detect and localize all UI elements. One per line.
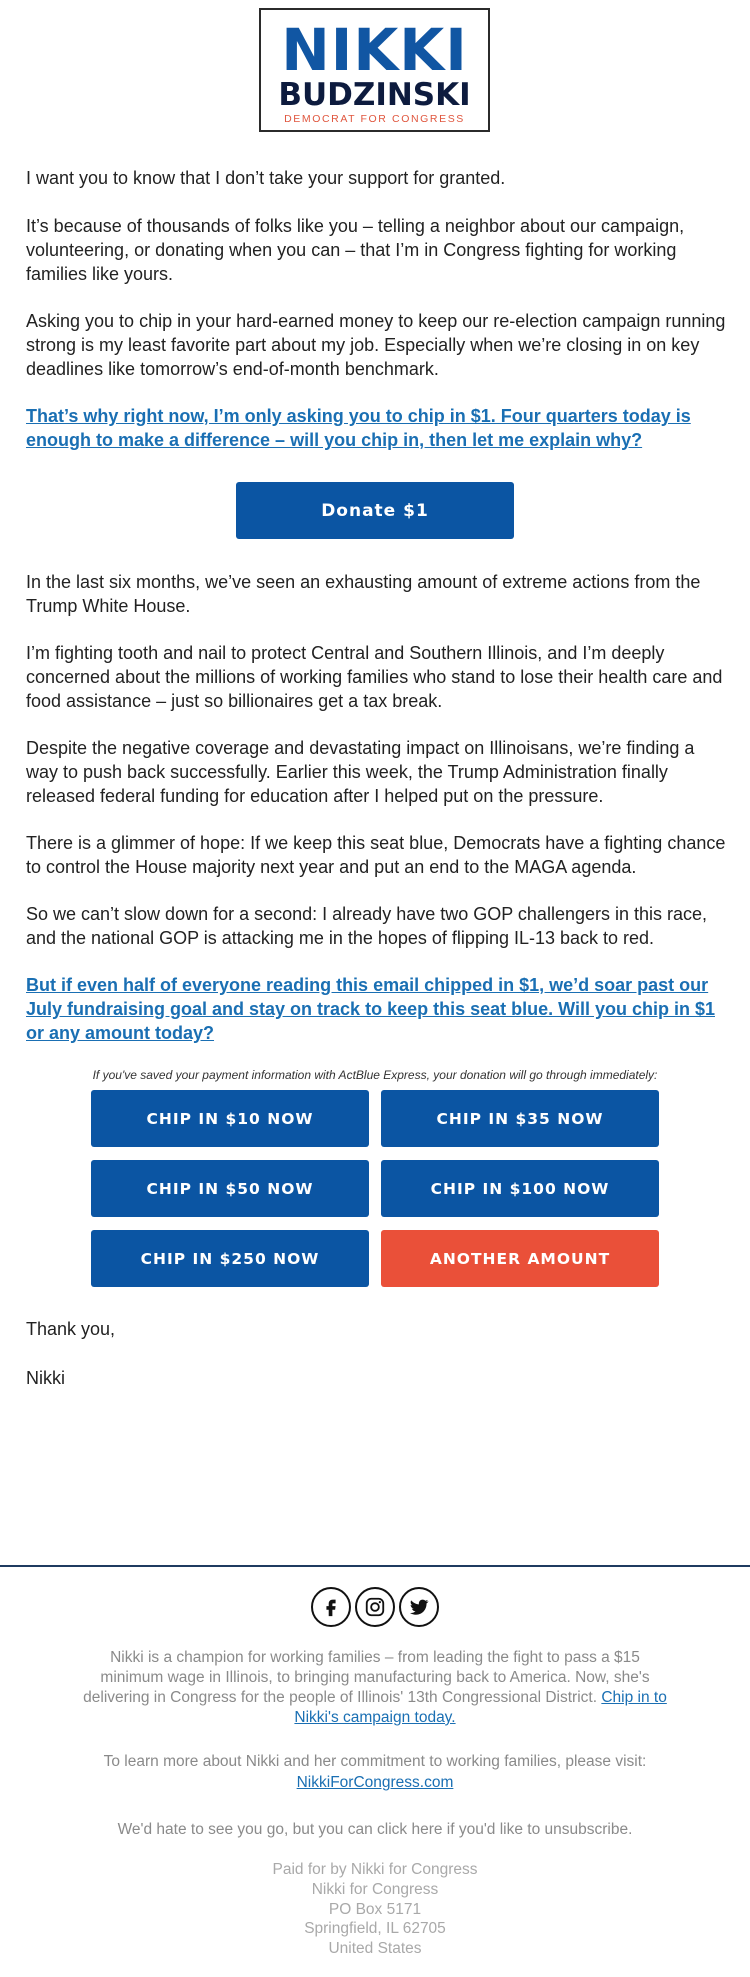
footer-bio [80,1648,670,1728]
facebook-link[interactable] [311,1587,351,1627]
website-link-text[interactable]: NikkiForCongress.com [296,1774,454,1791]
chip-100-button[interactable]: CHIP IN $100 NOW [381,1160,659,1217]
paragraph-fighting: I’m fighting tooth and nail to protect Central and Southern Illinois, and I’m deeply concerned about the millions of working families who stand to lose their health care and food assistance – just so billionaires get a tax break. [26,643,723,711]
chip-10-button[interactable]: CHIP IN $10 NOW [91,1090,369,1147]
actblue-express-note: If you've saved your payment information with ActBlue Express, your donation will go through immediately: [92,1068,658,1082]
footer-paid-for: Paid for by Nikki for Congress [272,1861,478,1878]
footer-chip-in-link[interactable]: Chip in to Nikki's campaign today. [294,1689,667,1726]
chip-35-button[interactable]: CHIP IN $35 NOW [381,1090,659,1147]
another-amount-button[interactable]: ANOTHER AMOUNT [381,1230,659,1287]
cta-link-half[interactable]: But if even half of everyone reading this email chipped in $1, we’d soar past our July fundraising goal and stay on track to keep this seat blue. Will you chip in $1 or any amount today? [26,975,715,1043]
chip-50-button[interactable]: CHIP IN $50 NOW [91,1160,369,1217]
paragraph-hope: There is a glimmer of hope: If we keep this seat blue, Democrats have a fighting chance to control the House majority next year and put an end to the MAGA agenda. [26,833,726,877]
paragraph-despite: Despite the negative coverage and devastating impact on Illinoisans, we’re finding a way to push back successfully. Earlier this week, the Trump Administration finally released federal funding for education after I helped put on the pressure. [26,738,695,806]
paragraph-intro: I want you to know that I don’t take your support for granted. [26,168,506,188]
instagram-link[interactable] [355,1587,395,1627]
logo-last-name: BUDZINSKI [278,77,471,113]
logo-tagline: DEMOCRAT FOR CONGRESS [284,113,465,125]
signature: Nikki [26,1368,65,1388]
signoff: Thank you, [26,1319,116,1339]
footer-city: Springfield, IL 62705 [304,1920,446,1937]
footer-org-name: Nikki for Congress [311,1881,439,1898]
twitter-icon [408,1596,430,1618]
footer-learn-more: To learn more about Nikki and her commitment to working families, please visit: [103,1753,647,1770]
footer-divider [0,1565,750,1567]
footer-website-link[interactable] [80,1773,670,1793]
instagram-icon [364,1596,386,1618]
paragraph-thousands: It’s because of thousands of folks like you – telling a neighbor about our campaign, volunteering, or donating when you can – that I’m in Congress fighting for working families like yours. [26,216,685,284]
facebook-icon [320,1596,342,1618]
footer-po-box: PO Box 5171 [328,1901,422,1918]
footer-bio-text: Nikki is a champion for working families – from leading the fight to pass a $15 minimum wage in Illinois, to bringing manufacturing back to America. Now, she's delivering in Congress for the people of Illinois' 13th Congressional District. [83,1649,650,1706]
donate-1-button[interactable]: Donate $1 [236,482,514,539]
footer-unsubscribe-link[interactable]: We'd hate to see you go, but you can click here if you'd like to unsubscribe. [117,1821,633,1838]
paragraph-asking: Asking you to chip in your hard-earned money to keep our re-election campaign running strong is my least favorite part about my job. Especially when we’re closing in on key deadlines like tomorrow’s end-of-month benchmark. [26,311,726,379]
chip-250-button[interactable]: CHIP IN $250 NOW [91,1230,369,1287]
footer-country: United States [328,1940,422,1957]
paragraph-slow-down: So we can’t slow down for a second: I already have two GOP challengers in this race, and the national GOP is attacking me in the hopes of flipping IL-13 back to red. [26,904,708,948]
logo-first-name: NIKKI [281,16,468,84]
twitter-link[interactable] [399,1587,439,1627]
campaign-logo[interactable] [259,8,490,132]
paragraph-six-months: In the last six months, we’ve seen an exhausting amount of extreme actions from the Trump White House. [26,572,701,616]
cta-link-one-dollar[interactable]: That’s why right now, I’m only asking you to chip in $1. Four quarters today is enough to make a difference – will you chip in, then let me explain why? [26,406,691,450]
